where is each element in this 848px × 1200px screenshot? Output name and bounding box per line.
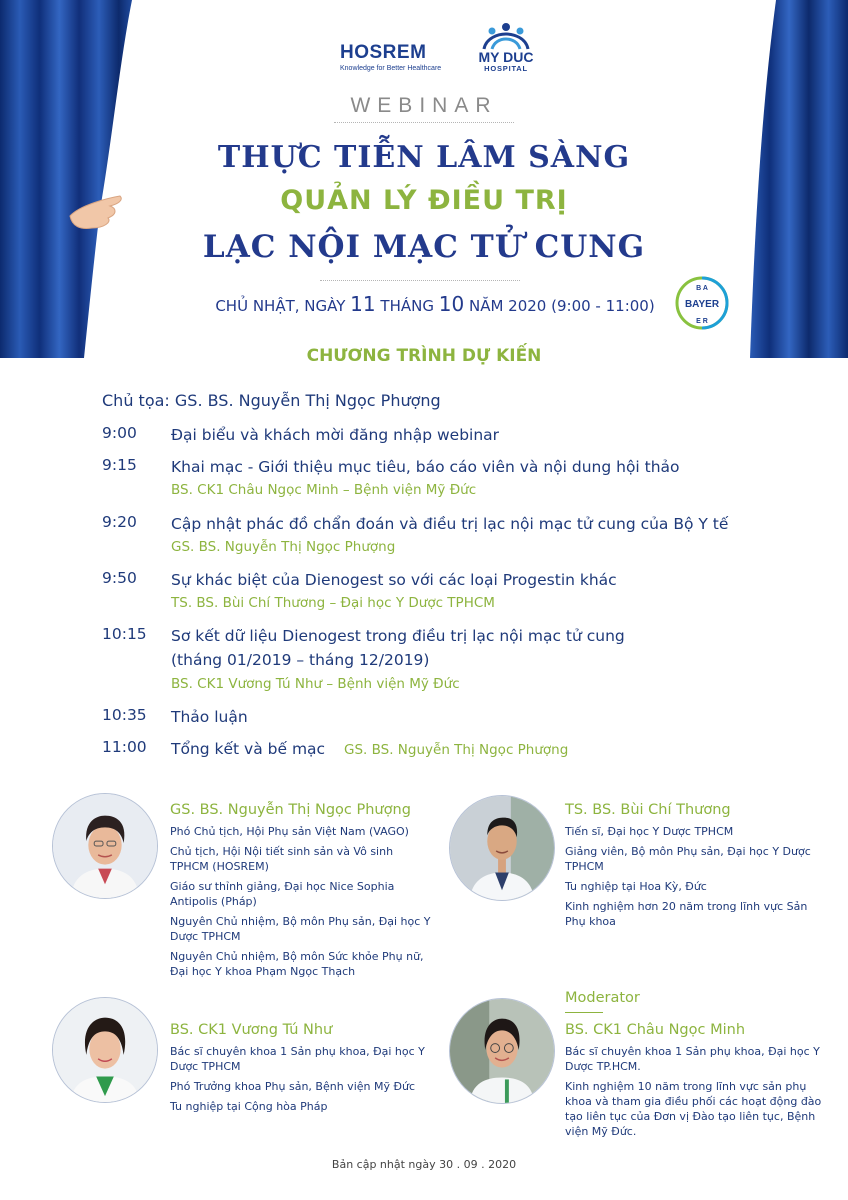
speaker-photo-minh <box>449 998 555 1104</box>
program-time: 9:00 <box>102 424 137 442</box>
event-date <box>200 292 670 316</box>
speaker-credential: Nguyên Chủ nhiệm, Bộ môn Sức khỏe Phụ nữ, Đại học Y khoa Phạm Ngọc Thạch <box>170 950 424 978</box>
hosrem-tagline: Knowledge for Better Healthcare <box>340 65 442 72</box>
program-title-row <box>171 738 771 761</box>
program-title: Đại biểu và khách mời đăng nhập webinar <box>171 426 500 444</box>
program-title: Cập nhật phác đồ chẩn đoán và điều trị lạc nội mạc tử cung của Bộ Y tế <box>171 515 729 533</box>
svg-text:BAYER: BAYER <box>684 299 720 310</box>
speaker-info-minh <box>565 1022 827 1144</box>
update-date-footer: Bản cập nhật ngày 30 . 09 . 2020 <box>331 1158 517 1171</box>
speaker-info-nhu <box>170 1022 432 1119</box>
speaker-credential: Chủ tịch, Hội Nội tiết sinh sản và Vô sinh TPHCM (HOSREM) <box>170 845 394 873</box>
program-title: Tổng kết và bế mạc <box>171 740 326 758</box>
bayer-logo <box>675 276 729 330</box>
program-title-cont: (tháng 01/2019 – tháng 12/2019) <box>171 651 430 669</box>
chair-person: Chủ tọa: GS. BS. Nguyễn Thị Ngọc Phượng <box>102 391 441 410</box>
speaker-credential: Tiến sĩ, Đại học Y Dược TPHCM <box>565 825 734 838</box>
speaker-credential: Tu nghiệp tại Cộng hòa Pháp <box>170 1100 328 1113</box>
svg-text:B A: B A <box>696 285 708 292</box>
speaker-photo-phuong <box>52 793 158 899</box>
title-line-1: THỰC TIỄN LÂM SÀNG <box>217 140 631 175</box>
speaker-credential: Kinh nghiệm hơn 20 năm trong lĩnh vực Sản Phụ khoa <box>565 900 808 928</box>
program-time: 9:20 <box>102 513 137 531</box>
program-time: 10:15 <box>102 625 147 643</box>
speaker-info-thuong <box>565 802 825 934</box>
program-title: Sơ kết dữ liệu Dienogest trong điều trị lạc nội mạc tử cung <box>171 627 625 645</box>
program-title: Sự khác biệt của Dienogest so với các loại Progestin khác <box>171 571 617 589</box>
speaker-name: TS. BS. Bùi Chí Thương <box>565 802 731 818</box>
speaker-credential: Tu nghiệp tại Hoa Kỳ, Đức <box>565 880 707 893</box>
speaker-credential: Giáo sư thỉnh giảng, Đại học Nice Sophia Antipolis (Pháp) <box>170 880 395 908</box>
speaker-name: BS. CK1 Châu Ngọc Minh <box>565 1022 746 1038</box>
myduc-logo <box>476 22 536 73</box>
speaker-photo-nhu <box>52 997 158 1103</box>
date-year-time: NĂM 2020 (9:00 - 11:00) <box>468 297 655 315</box>
date-month-label: THÁNG <box>380 297 434 315</box>
program-time: 9:50 <box>102 569 137 587</box>
moderator-label: Moderator <box>565 990 640 1006</box>
speaker-name: BS. CK1 Vương Tú Như <box>170 1022 333 1038</box>
program-time: 9:15 <box>102 456 137 474</box>
date-prefix: CHỦ NHẬT, NGÀY <box>215 297 346 315</box>
speaker-photo-thuong <box>449 795 555 901</box>
myduc-people-icon <box>478 22 534 50</box>
program-speaker: GS. BS. Nguyễn Thị Ngọc Phượng <box>344 742 569 758</box>
speaker-credential: Giảng viên, Bộ môn Phụ sản, Đại học Y Dược TPHCM <box>565 845 811 873</box>
program-time: 10:35 <box>102 706 147 724</box>
divider-top <box>334 122 514 123</box>
title-line-3: LẠC NỘI MẠC TỬ CUNG <box>202 229 646 265</box>
speaker-info-phuong <box>170 802 432 984</box>
program-speaker: BS. CK1 Châu Ngọc Minh – Bệnh viện Mỹ Đức <box>171 482 477 498</box>
speaker-name: GS. BS. Nguyễn Thị Ngọc Phượng <box>170 802 411 818</box>
myduc-sub: HOSPITAL <box>484 64 528 73</box>
hosrem-logo <box>340 42 460 72</box>
date-day: 11 <box>350 292 376 316</box>
program-title: Thảo luận <box>171 708 248 726</box>
program-speaker: BS. CK1 Vương Tú Như – Bệnh viện Mỹ Đức <box>171 676 460 692</box>
speaker-credential: Phó Trưởng khoa Phụ sản, Bệnh viện Mỹ Đức <box>170 1080 416 1093</box>
svg-text:E R: E R <box>696 318 708 325</box>
partner-logos <box>0 22 848 82</box>
speaker-credential: Bác sĩ chuyên khoa 1 Sản phụ khoa, Đại học Y Dược TP.HCM. <box>565 1045 820 1073</box>
title-line-2: QUẢN LÝ ĐIỀU TRỊ <box>280 185 568 216</box>
header-banner <box>0 0 848 358</box>
program-time: 11:00 <box>102 738 147 756</box>
speaker-credential: Bác sĩ chuyên khoa 1 Sản phụ khoa, Đại học Y Dược TPHCM <box>170 1045 425 1073</box>
program-section-title: CHƯƠNG TRÌNH DỰ KIẾN <box>306 346 542 366</box>
program-speaker: TS. BS. Bùi Chí Thương – Đại học Y Dược TPHCM <box>171 595 495 611</box>
webinar-label: WEBINAR <box>350 94 498 117</box>
program-title: Khai mạc - Giới thiệu mục tiêu, báo cáo viên và nội dung hội thảo <box>171 458 680 476</box>
speaker-credential: Phó Chủ tịch, Hội Phụ sản Việt Nam (VAGO) <box>170 825 409 838</box>
date-month: 10 <box>438 292 465 316</box>
divider-bottom <box>320 280 520 281</box>
program-speaker: GS. BS. Nguyễn Thị Ngọc Phượng <box>171 539 396 555</box>
speaker-credential: Nguyên Chủ nhiệm, Bộ môn Phụ sản, Đại học Y Dược TPHCM <box>170 915 431 943</box>
moderator-underline <box>565 1012 603 1013</box>
myduc-name: MY DUC <box>478 49 534 65</box>
speaker-credential: Kinh nghiệm 10 năm trong lĩnh vực sản phụ khoa và tham gia điều phối các hoạt động đào tạo liên tục của Đơn vị Đào tạo liên tục, Bệnh viện Mỹ Đức. <box>565 1080 822 1138</box>
hosrem-name: HOSREM <box>340 42 427 63</box>
